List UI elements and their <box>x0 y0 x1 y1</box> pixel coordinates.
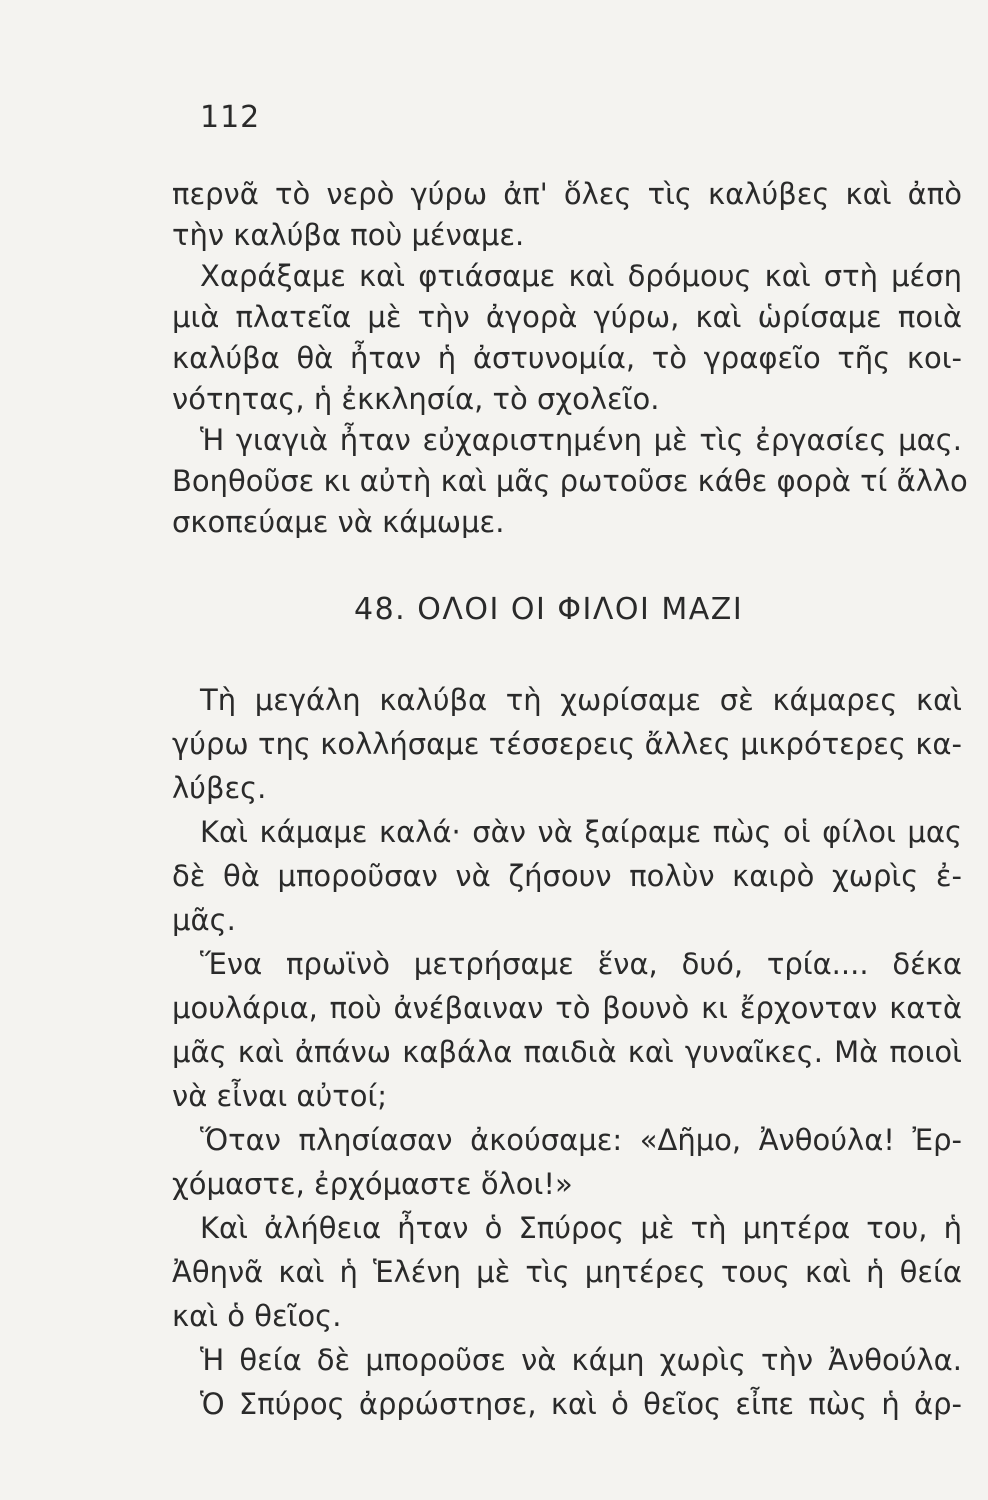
text-line: Καὶ ἀλήθεια ἦταν ὁ Σπύρος μὲ τὴ μητέρα του, ἡ <box>200 1211 962 1245</box>
text-line: χόμαστε, ἐρχόμαστε ὅλοι!» <box>172 1167 573 1201</box>
text-line: Ἡ γιαγιὰ ἦταν εὐχαριστημένη μὲ τὶς ἐργασίες μας. <box>200 423 962 457</box>
text-line: μουλάρια, ποὺ ἀνέβαιναν τὸ βουνὸ κι ἔρχονταν κατὰ <box>172 991 962 1025</box>
text-line: Ὅταν πλησίασαν ἀκούσαμε: «Δῆμο, Ἀνθούλα! Ἐρ- <box>200 1123 962 1157</box>
chapter-heading: 48. ΟΛΟΙ ΟΙ ΦΙΛΟΙ ΜΑΖΙ <box>354 592 744 627</box>
text-line: καὶ ὁ θεῖος. <box>172 1299 342 1333</box>
text-line: γύρω της κολλήσαμε τέσσερεις ἄλλες μικρότερες κα- <box>172 727 962 761</box>
page-number: 112 <box>200 100 261 135</box>
text-line: Ἕνα πρωϊνὸ μετρήσαμε ἕνα, δυό, τρία.... δέκα <box>200 947 962 981</box>
text-line: μᾶς. <box>172 903 236 937</box>
text-line: Ἀθηνᾶ καὶ ἡ Ἑλένη μὲ τὶς μητέρες τους καὶ ἡ θεία <box>172 1255 962 1289</box>
text-line: Χαράξαμε καὶ φτιάσαμε καὶ δρόμους καὶ στὴ μέση <box>200 259 962 293</box>
text-line: λύβες. <box>172 771 267 805</box>
text-line: μᾶς καὶ ἀπάνω καβάλα παιδιὰ καὶ γυναῖκες. Μὰ ποιοὶ <box>172 1035 962 1069</box>
text-line: Ἡ θεία δὲ μποροῦσε νὰ κάμη χωρὶς τὴν Ἀνθούλα. <box>200 1343 962 1377</box>
text-line: Τὴ μεγάλη καλύβα τὴ χωρίσαμε σὲ κάμαρες καὶ <box>200 683 962 717</box>
text-line: Καὶ κάμαμε καλά· σὰν νὰ ξαίραμε πὼς οἱ φίλοι μας <box>200 815 962 849</box>
text-line: Βοηθοῦσε κι αὐτὴ καὶ μᾶς ρωτοῦσε κάθε φορὰ τί ἄλλο <box>172 464 968 498</box>
text-line: νότητας, ἡ ἐκκλησία, τὸ σχολεῖο. <box>172 382 660 416</box>
text-line: μιὰ πλατεῖα μὲ τὴν ἀγορὰ γύρω, καὶ ὡρίσαμε ποιὰ <box>172 300 962 334</box>
text-line: νὰ εἶναι αὐτοί; <box>172 1079 388 1113</box>
text-line: δὲ θὰ μποροῦσαν νὰ ζήσουν πολὺν καιρὸ χωρὶς ἐ- <box>172 859 962 893</box>
text-line: καλύβα θὰ ἦταν ἡ ἀστυνομία, τὸ γραφεῖο τῆς κοι- <box>172 341 962 375</box>
text-line: Ὁ Σπύρος ἀρρώστησε, καὶ ὁ θεῖος εἶπε πὼς ἡ ἀρ- <box>200 1387 962 1421</box>
text-line: τὴν καλύβα ποὺ μέναμε. <box>172 218 525 252</box>
text-line: περνᾶ τὸ νερὸ γύρω ἀπ' ὅλες τὶς καλύβες καὶ ἀπὸ <box>172 177 962 211</box>
text-line: σκοπεύαμε νὰ κάμωμε. <box>172 505 505 539</box>
